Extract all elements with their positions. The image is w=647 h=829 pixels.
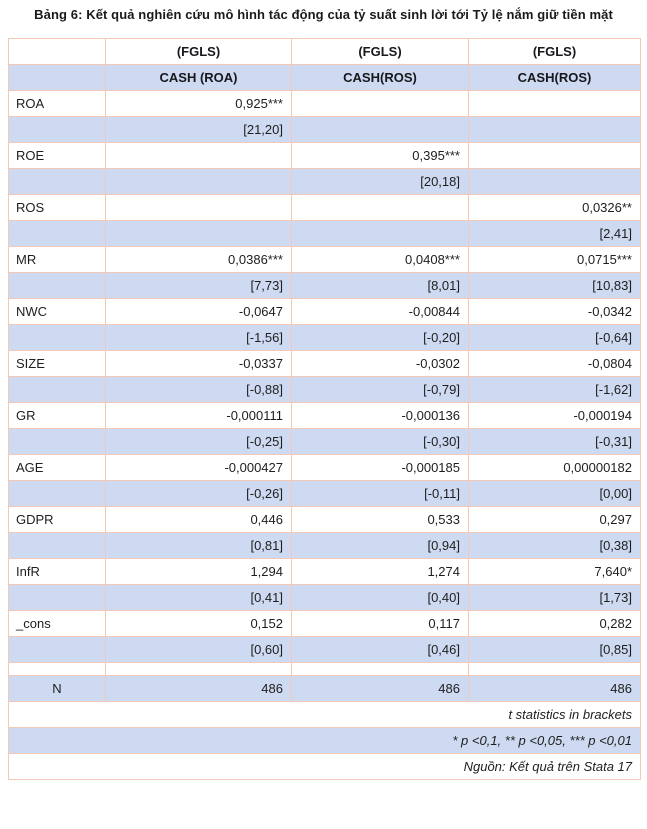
- value-cell: 1,274: [292, 559, 469, 585]
- row-label-cell: ROA: [9, 91, 106, 117]
- value-cell: [-0,64]: [469, 325, 641, 351]
- value-cell: [0,85]: [469, 637, 641, 663]
- value-cell: [8,01]: [292, 273, 469, 299]
- table-row: [9, 221, 641, 247]
- value-cell: [469, 91, 641, 117]
- value-cell: -0,000111: [106, 403, 292, 429]
- table-row: [9, 403, 641, 429]
- value-cell: 486: [292, 676, 469, 702]
- row-label-cell: [9, 325, 106, 351]
- row-label-cell: [9, 39, 106, 65]
- table-row: [9, 611, 641, 637]
- value-cell: [0,40]: [292, 585, 469, 611]
- value-cell: [-0,30]: [292, 429, 469, 455]
- value-cell: 1,294: [106, 559, 292, 585]
- table-row: [9, 533, 641, 559]
- row-label-cell: GR: [9, 403, 106, 429]
- table-title: Bảng 6: Kết quả nghiên cứu mô hình tác động của tỷ suất sinh lời tới Tỷ lệ nắm giữ tiền mặt: [34, 7, 613, 22]
- row-label-cell: N: [9, 676, 106, 702]
- value-cell: 0,0386***: [106, 247, 292, 273]
- value-cell: [20,18]: [292, 169, 469, 195]
- value-cell: [106, 663, 292, 676]
- table-row: [9, 429, 641, 455]
- value-cell: -0,000136: [292, 403, 469, 429]
- value-cell: 0,925***: [106, 91, 292, 117]
- row-label-cell: MR: [9, 247, 106, 273]
- row-label-cell: [9, 273, 106, 299]
- value-cell: CASH (ROA): [106, 65, 292, 91]
- table-row: [9, 143, 641, 169]
- value-cell: 0,0408***: [292, 247, 469, 273]
- value-cell: 7,640*: [469, 559, 641, 585]
- table-row: [9, 273, 641, 299]
- row-label-cell: [9, 637, 106, 663]
- note-cell: Nguồn: Kết quả trên Stata 17: [9, 754, 641, 780]
- value-cell: 0,446: [106, 507, 292, 533]
- table-row: [9, 117, 641, 143]
- value-cell: [-0,31]: [469, 429, 641, 455]
- value-cell: -0,000185: [292, 455, 469, 481]
- value-cell: 0,152: [106, 611, 292, 637]
- table-row: [9, 676, 641, 702]
- value-cell: [10,83]: [469, 273, 641, 299]
- row-label-cell: [9, 429, 106, 455]
- row-label-cell: [9, 663, 106, 676]
- value-cell: [-0,79]: [292, 377, 469, 403]
- value-cell: [0,41]: [106, 585, 292, 611]
- value-cell: -0,0337: [106, 351, 292, 377]
- value-cell: [7,73]: [106, 273, 292, 299]
- table-row: [9, 247, 641, 273]
- table-row: [9, 455, 641, 481]
- regression-results-table: [8, 38, 641, 780]
- value-cell: 0,395***: [292, 143, 469, 169]
- row-label-cell: SIZE: [9, 351, 106, 377]
- value-cell: [1,73]: [469, 585, 641, 611]
- table-row: [9, 507, 641, 533]
- table-row: [9, 481, 641, 507]
- value-cell: [21,20]: [106, 117, 292, 143]
- row-label-cell: [9, 65, 106, 91]
- value-cell: 486: [106, 676, 292, 702]
- value-cell: [-0,25]: [106, 429, 292, 455]
- value-cell: 0,297: [469, 507, 641, 533]
- value-cell: 486: [469, 676, 641, 702]
- table-body: [9, 39, 641, 780]
- row-label-cell: [9, 533, 106, 559]
- value-cell: [292, 221, 469, 247]
- value-cell: (FGLS): [106, 39, 292, 65]
- row-label-cell: [9, 221, 106, 247]
- value-cell: [-0,11]: [292, 481, 469, 507]
- value-cell: [106, 169, 292, 195]
- table-row: [9, 585, 641, 611]
- value-cell: 0,00000182: [469, 455, 641, 481]
- value-cell: [292, 91, 469, 117]
- value-cell: [0,46]: [292, 637, 469, 663]
- value-cell: [0,60]: [106, 637, 292, 663]
- table-row: [9, 377, 641, 403]
- value-cell: [-0,26]: [106, 481, 292, 507]
- value-cell: -0,00844: [292, 299, 469, 325]
- value-cell: 0,282: [469, 611, 641, 637]
- value-cell: [106, 221, 292, 247]
- value-cell: [-0,88]: [106, 377, 292, 403]
- row-label-cell: [9, 481, 106, 507]
- value-cell: 0,0326**: [469, 195, 641, 221]
- note-cell: t statistics in brackets: [9, 702, 641, 728]
- value-cell: [106, 143, 292, 169]
- value-cell: [0,81]: [106, 533, 292, 559]
- table-row: [9, 195, 641, 221]
- value-cell: 0,0715***: [469, 247, 641, 273]
- value-cell: [292, 195, 469, 221]
- row-label-cell: GDPR: [9, 507, 106, 533]
- value-cell: [-0,20]: [292, 325, 469, 351]
- value-cell: [469, 117, 641, 143]
- row-label-cell: AGE: [9, 455, 106, 481]
- value-cell: [0,00]: [469, 481, 641, 507]
- row-label-cell: [9, 117, 106, 143]
- table-row: [9, 65, 641, 91]
- value-cell: CASH(ROS): [292, 65, 469, 91]
- table-row: [9, 559, 641, 585]
- table-row: [9, 702, 641, 728]
- value-cell: CASH(ROS): [469, 65, 641, 91]
- table-row: [9, 728, 641, 754]
- table-row: [9, 637, 641, 663]
- row-label-cell: [9, 377, 106, 403]
- value-cell: [2,41]: [469, 221, 641, 247]
- value-cell: [-1,62]: [469, 377, 641, 403]
- table-row: [9, 663, 641, 676]
- row-label-cell: InfR: [9, 559, 106, 585]
- value-cell: [292, 663, 469, 676]
- value-cell: [-1,56]: [106, 325, 292, 351]
- value-cell: [0,38]: [469, 533, 641, 559]
- table-row: [9, 351, 641, 377]
- row-label-cell: [9, 169, 106, 195]
- value-cell: [0,94]: [292, 533, 469, 559]
- row-label-cell: ROE: [9, 143, 106, 169]
- value-cell: -0,0647: [106, 299, 292, 325]
- value-cell: -0,000194: [469, 403, 641, 429]
- value-cell: 0,533: [292, 507, 469, 533]
- row-label-cell: ROS: [9, 195, 106, 221]
- value-cell: -0,0804: [469, 351, 641, 377]
- table-row: [9, 754, 641, 780]
- value-cell: 0,117: [292, 611, 469, 637]
- row-label-cell: [9, 585, 106, 611]
- table-row: [9, 39, 641, 65]
- value-cell: (FGLS): [469, 39, 641, 65]
- note-cell: * p <0,1, ** p <0,05, *** p <0,01: [9, 728, 641, 754]
- value-cell: [469, 663, 641, 676]
- table-row: [9, 169, 641, 195]
- value-cell: -0,000427: [106, 455, 292, 481]
- value-cell: -0,0342: [469, 299, 641, 325]
- table-row: [9, 91, 641, 117]
- value-cell: [292, 117, 469, 143]
- value-cell: [469, 169, 641, 195]
- value-cell: [106, 195, 292, 221]
- value-cell: [469, 143, 641, 169]
- table-row: [9, 325, 641, 351]
- value-cell: (FGLS): [292, 39, 469, 65]
- table-row: [9, 299, 641, 325]
- value-cell: -0,0302: [292, 351, 469, 377]
- row-label-cell: _cons: [9, 611, 106, 637]
- row-label-cell: NWC: [9, 299, 106, 325]
